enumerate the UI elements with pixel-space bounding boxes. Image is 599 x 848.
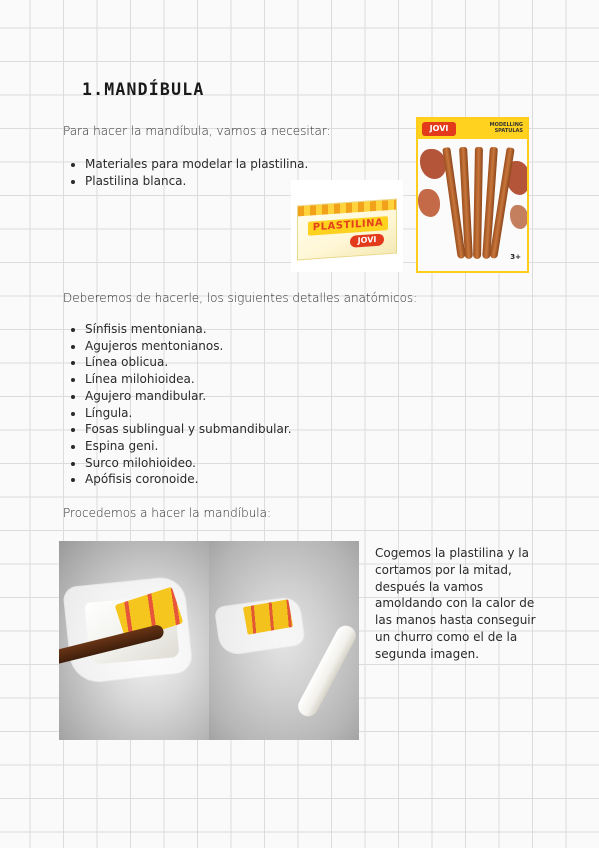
list-item: • Espina geni. <box>85 438 292 455</box>
jovi-logo: JOVI <box>350 233 384 247</box>
spatula-tool <box>473 147 483 259</box>
details-intro-text: Deberemos de hacerle, los siguientes detalles anatómicos: <box>63 291 418 305</box>
list-item: • Apófisis coronoide. <box>85 471 292 488</box>
list-item: • Línea oblicua. <box>85 354 292 371</box>
procedure-intro-text: Procedemos a hacer la mandíbula: <box>63 506 272 520</box>
list-item: • Fosas sublingual y submandibular. <box>85 421 292 438</box>
anatomical-details-list <box>63 321 292 488</box>
jovi-logo: JOVI <box>422 122 456 136</box>
page-title: 1.MANDÍBULA <box>82 80 205 99</box>
intro-text: Para hacer la mandíbula, vamos a necesitar: <box>63 124 331 138</box>
plastilina-box-image <box>291 180 403 272</box>
modeling-spatulas-image <box>416 117 529 273</box>
clay-figure <box>510 205 528 229</box>
age-badge: 3+ <box>510 253 521 261</box>
list-item: • Sínfisis mentoniana. <box>85 321 292 338</box>
list-item: • Materiales para modelar la plastilina. <box>85 156 308 173</box>
materials-list <box>63 156 308 189</box>
package-header <box>418 119 527 139</box>
list-item: • Plastilina blanca. <box>85 173 308 190</box>
list-item: • Línea milohioidea. <box>85 371 292 388</box>
process-photo-cutting <box>59 541 209 740</box>
list-item: • Agujeros mentonianos. <box>85 338 292 355</box>
box-pattern <box>298 200 396 217</box>
list-item: • Surco milohioideo. <box>85 455 292 472</box>
process-description: Cogemos la plastilina y la cortamos por la mitad, después la vamos amoldando con la calor de las manos hasta conseguir un churro como el de la segunda imagen. <box>375 546 536 661</box>
list-item: • Agujero mandibular. <box>85 388 292 405</box>
list-item: • Língula. <box>85 405 292 422</box>
package-label: MODELLING SPATULAS <box>489 122 523 134</box>
process-photo-churro <box>209 541 359 740</box>
clay-figure <box>418 189 440 217</box>
plastilina-box <box>297 199 397 261</box>
box-label: PLASTILINA <box>308 216 388 236</box>
